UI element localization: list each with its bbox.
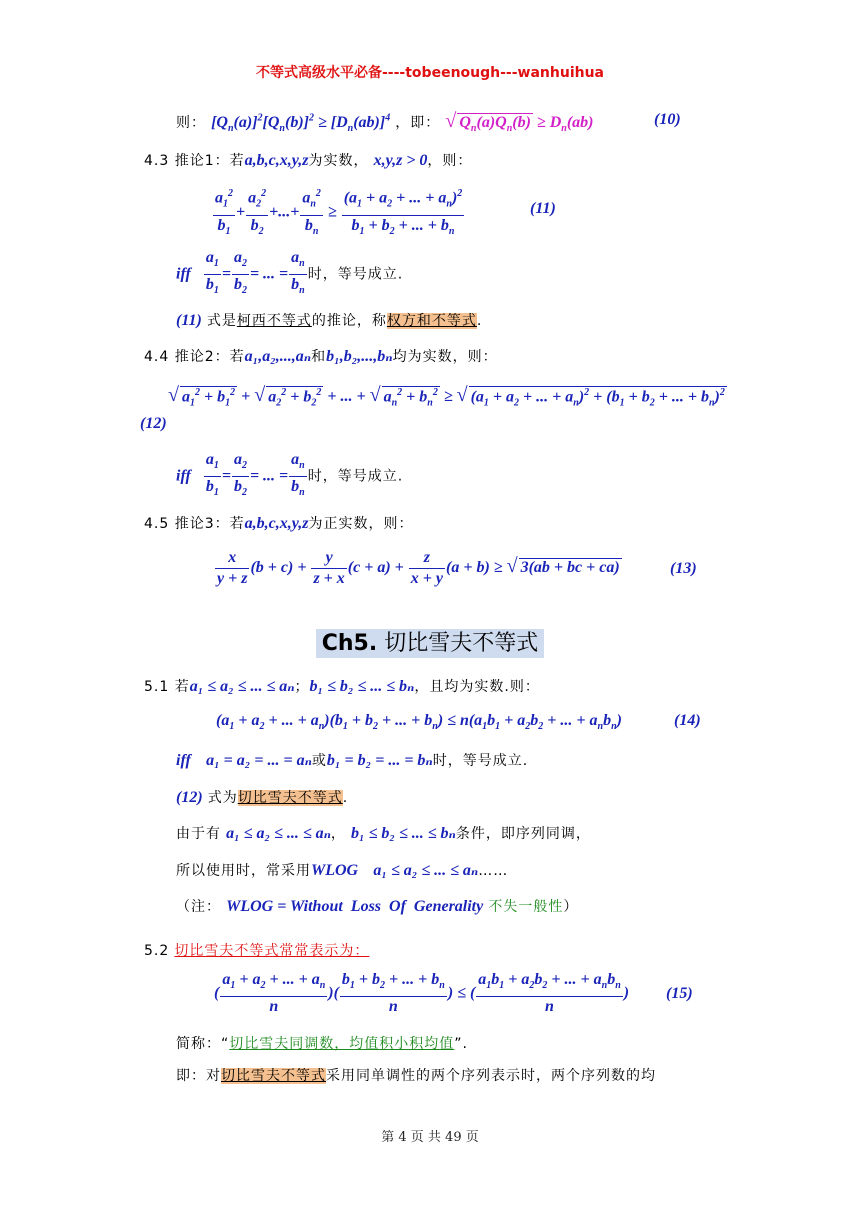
section-4-3 xyxy=(144,150,472,170)
eq-number-12: (12) xyxy=(140,415,167,432)
s44-label: 4.4 推论2：若 xyxy=(144,349,245,365)
s51-label: 5.1 若 xyxy=(144,679,190,695)
note12-num: (12) xyxy=(176,789,203,806)
s51-end: ，且均为实数.则： xyxy=(414,679,540,695)
wlog-cond: a₁ ≤ a₂ ≤ ... ≤ aₙ xyxy=(373,862,479,879)
iff3-cond-a: a₁ = a₂ = ... = aₙ xyxy=(206,752,312,769)
line-jiancheng xyxy=(176,1033,468,1053)
zhu-open: （注： xyxy=(176,899,221,915)
wlog-dots: …… xyxy=(478,863,509,879)
iff3-cond-b: b₁ = b₂ = ... = bₙ xyxy=(326,752,433,769)
page-header: 不等式高级水平必备----tobeenough---wanhuihua xyxy=(256,65,604,81)
zhu-close: ） xyxy=(563,899,579,915)
page-footer: 第 4 页 共 49 页 xyxy=(381,1130,479,1145)
s44-vars1: a₁,a₂,...,aₙ xyxy=(244,348,312,365)
eq-number-15: (15) xyxy=(666,985,693,1002)
because-t1: 由于有 xyxy=(176,826,221,842)
wlog-word: WLOG xyxy=(311,862,359,879)
iff1-text: 时，等号成立. xyxy=(307,266,404,283)
iff-line-1: iff $\frac{a_1}{b_1}$ = $\frac{a_2}{b_2}$ = ... = $\frac{a_n}{b_n}$ 时，等号成立. xyxy=(176,249,404,297)
s52-red: 切比雪夫不等式常常表示为： xyxy=(174,943,370,959)
ji-chebyshev: 切比雪夫不等式 xyxy=(221,1068,326,1084)
s43-label: 4.3 推论1：若 xyxy=(144,153,245,169)
s43-end: ，则： xyxy=(427,153,473,169)
eq-number-14: (14) xyxy=(674,712,701,729)
jiancheng-t2: ”. xyxy=(454,1036,468,1052)
section-4-4 xyxy=(144,346,498,366)
zhu-meaning: 不失一般性 xyxy=(488,899,564,915)
s43-vars: a,b,c,x,y,z xyxy=(244,152,309,169)
iff-line-2: iff $\frac{a_1}{b_1}$ = $\frac{a_2}{b_2}$ = ... = $\frac{a_n}{b_n}$ 时，等号成立. xyxy=(176,451,404,499)
iff-keyword: iff xyxy=(176,467,191,485)
equation-14: ($a_1 + a_2$ + ... + $a_n)(b_1 + b_2$ + ... + $b_n) \le n(a_1b_1 + a_2b_2$ + ... + $a_nb_n$) xyxy=(216,712,622,733)
iff-keyword: iff xyxy=(176,265,191,283)
s51-cond-a: a₁ ≤ a₂ ≤ ... ≤ aₙ xyxy=(189,678,295,695)
chapter-title xyxy=(0,626,860,657)
zhu-wlog-def: WLOG = Without Loss Of Generality xyxy=(226,898,484,915)
s51-cond-b: b₁ ≤ b₂ ≤ ... ≤ bₙ xyxy=(309,678,415,695)
s43-cond: x,y,z > 0 xyxy=(373,152,428,169)
equation-11: $\frac{a_1^2}{b_1}$ + $\frac{a_2^2}{b_2}$ +...+ $\frac{a_n^2}{b_n}$ ≥ $\frac{(a_1 + a_2 + ... + a_n)^2}{b_1 + b_2 + ... + b_n}$ xyxy=(212,184,465,242)
formula-sqrt-qq: √ $Q_n(a)Q_n(b) \ge D_n(ab)$ xyxy=(445,110,594,135)
section-4-5 xyxy=(144,513,413,533)
s44-end: 均为实数，则： xyxy=(392,349,498,365)
ji-t1: 即：对 xyxy=(176,1068,221,1084)
eq-number-11: (11) xyxy=(530,200,556,217)
iff-keyword: iff xyxy=(176,752,191,769)
note-12 xyxy=(176,787,348,807)
note11-t1: 式是 xyxy=(206,313,237,329)
because-cond-a: a₁ ≤ a₂ ≤ ... ≤ aₙ xyxy=(226,825,331,842)
s44-and: 和 xyxy=(311,349,327,365)
note-11 xyxy=(176,310,482,330)
because-cond-b: b₁ ≤ b₂ ≤ ... ≤ bₙ xyxy=(351,825,456,842)
iff3-or: 或 xyxy=(311,753,327,769)
chapter-name: 切比雪夫不等式 xyxy=(384,631,539,656)
note12-chebyshev: 切比雪夫不等式 xyxy=(237,790,343,806)
note12-t3: . xyxy=(342,790,349,806)
iff2-text: 时，等号成立. xyxy=(307,468,404,485)
iff3-text: 时，等号成立. xyxy=(432,753,529,769)
note11-cauchy: 柯西不等式 xyxy=(236,313,312,329)
note12-t1: 式为 xyxy=(207,790,238,806)
chapter-number: Ch5. xyxy=(321,631,378,656)
s45-end: 为正实数，则： xyxy=(308,516,414,532)
s52-label: 5.2 xyxy=(144,943,170,959)
note11-num: (11) xyxy=(176,312,202,329)
because-t2: 条件，即序列同调， xyxy=(455,826,591,842)
note11-t3: 的推论，称 xyxy=(311,313,387,329)
s44-vars2: b₁,b₂,...,bₙ xyxy=(326,348,393,365)
iff-line-3 xyxy=(176,750,528,770)
line-wlog xyxy=(176,860,508,880)
ze-lead: 则： xyxy=(176,115,206,131)
because-sep: ， xyxy=(330,826,346,842)
s51-sep: ； xyxy=(294,679,310,695)
ze-mid: ，即： xyxy=(395,115,441,131)
wlog-t1: 所以使用时，常采用 xyxy=(176,863,311,879)
jiancheng-t1: 简称：“ xyxy=(176,1036,230,1052)
ji-t2: 采用同单调性的两个序列表示时，两个序列数的均 xyxy=(326,1068,656,1084)
eq-number-10: (10) xyxy=(654,111,681,128)
eq-number-13: (13) xyxy=(670,560,697,577)
section-5-1 xyxy=(144,676,540,696)
formula-qq-d: $[Q_n(a)]^2[Q_n(b)]^2 \ge [D_n(ab)]^4$ xyxy=(211,112,391,135)
note11-t5: . xyxy=(476,313,483,329)
section-5-2 xyxy=(144,940,369,960)
equation-12: √ $a_1^2 + b_1^2$ + √ $a_2^2 + b_2^2$ + ... + √ $a_n^2 + b_n^2$ ≥ √ ($a_1 + a_2$ + ... + $a_n)^2 + (b_1 + b_2$ + ... + $b_n)^2$ xyxy=(168,384,725,409)
equation-13: $\frac{x}{y + z}$ (b + c) + $\frac{y}{z + x}$ (c + a) + $\frac{z}{x + y}$ (a + b) ≥ √ 3(ab + bc + ca) xyxy=(217,549,620,587)
line-ji xyxy=(176,1065,656,1085)
line-note xyxy=(176,896,578,916)
line-because xyxy=(176,823,591,843)
s43-mid: 为实数， xyxy=(308,153,369,169)
equation-15: ( $\frac{a_1 + a_2 + ... + a_n}{n}$ )( $\frac{b_1 + b_2 + ... + b_n}{n}$ ) ≤ ( $\frac{a_1b_1 + a_2b_2 + ... + a_nb_n}{n}$ ) xyxy=(214,971,630,1016)
jiancheng-green: 切比雪夫同调数，均值积小积均值 xyxy=(229,1036,455,1052)
line-ze xyxy=(176,110,593,134)
note11-power-sum: 权方和不等式 xyxy=(386,313,477,329)
s45-vars: a,b,c,x,y,z xyxy=(244,515,309,532)
s45-label: 4.5 推论3：若 xyxy=(144,516,245,532)
